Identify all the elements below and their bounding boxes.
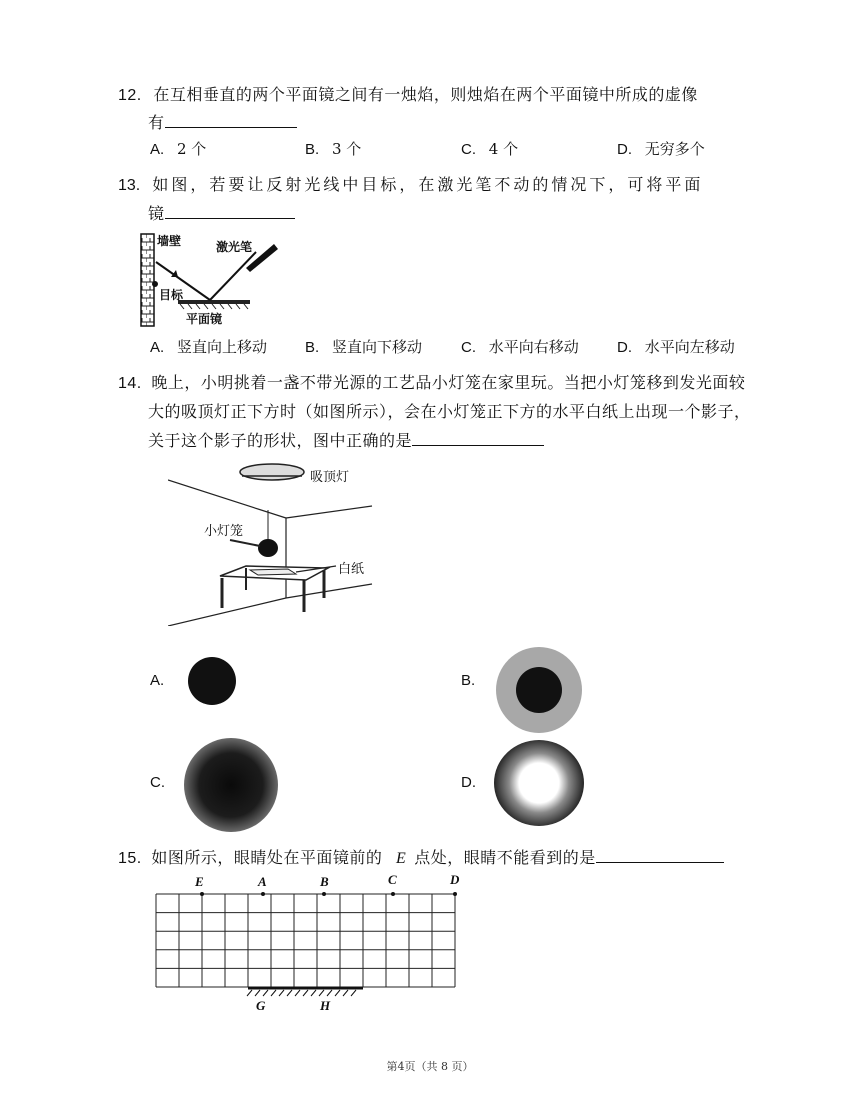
q15-text-b: 点处，眼睛不能看到的是 [414,848,596,867]
q13-answer-blank [165,201,295,219]
q12-line2 [148,110,297,133]
q13-line2 [148,201,295,224]
q13-option-a-label: A. [150,339,165,356]
q13-wall [141,234,154,326]
q14-number: 14. [118,375,142,392]
q13-label-target: 目标 [159,288,184,302]
q13-text-2: 镜 [148,204,165,223]
q14-option-b-image [496,647,582,733]
q14-text-2: 大的吸顶灯正下方时（如图所示），会在小灯笼正下方的水平白纸上出现一个影子， [148,402,751,421]
q13-label-wall: 墙壁 [157,234,182,248]
q15-label-c: C [388,872,397,887]
q14-figure [168,458,378,626]
q13-option-a [150,336,267,357]
q13-label-mirror: 平面镜 [186,312,223,326]
q13-option-c-text: 水平向右移动 [488,338,579,356]
q14-label-paper: 白纸 [338,562,365,577]
q14-label-lantern: 小灯笼 [204,524,244,539]
q15-label-h: H [320,998,331,1013]
q13-text-1: 如图，若要让反射光线中目标，在激光笔不动的情况下，可将平面 [152,175,704,194]
q12-option-c-label: C. [461,141,476,158]
q12-option-b-label: B. [305,141,320,158]
q12-answer-blank [165,110,297,128]
q13-figure [138,230,278,330]
q14-option-a-image [188,657,236,705]
q15-number: 15. [118,850,142,867]
page-footer: 第4页（共 8 页） [386,1060,474,1073]
q12-option-d-text: 无穷多个 [644,140,705,158]
q12-option-b [305,138,361,159]
q12-text-1: 在互相垂直的两个平面镜之间有一烛焰，则烛焰在两个平面镜中所成的虚像 [153,85,698,104]
q14-line1 [118,370,745,393]
q15-grid [156,894,455,987]
q15-label-g: G [256,998,266,1013]
q12-option-a-text: 2 个 [176,140,207,158]
q13-option-d-text: 水平向左移动 [644,338,735,356]
q12-option-b-text: 3 个 [331,140,362,158]
q15-mirror-hatch [247,990,356,996]
q13-option-b-text: 竖直向下移动 [331,338,422,356]
q14-line3 [148,428,544,451]
q12-line1 [118,82,698,105]
q13-target-dot [152,281,158,287]
q13-option-b [305,336,422,357]
q14-option-d-image [494,740,584,826]
q14-ceiling-light [240,464,304,480]
q14-option-b-label: B. [461,672,476,689]
q12-option-d-label: D. [617,141,632,158]
q14-option-d-label: D. [461,774,476,791]
q13-mirror-hatch [180,304,248,309]
q13-label-laser: 激光笔 [216,240,253,254]
q14-option-b-core [516,667,562,713]
q12-option-a-label: A. [150,141,165,158]
q15-answer-blank [596,845,724,863]
q14-white-paper [250,569,296,575]
q13-mirror-surface [178,300,250,304]
q13-option-b-label: B. [305,339,320,356]
q14-option-c-label: C. [150,774,165,791]
q15-label-e: E [195,874,204,889]
q14-text-3: 关于这个影子的形状，图中正确的是 [148,431,413,450]
q14-label-ceiling-light: 吸顶灯 [310,470,350,485]
q13-line1 [118,172,703,195]
q13-number: 13. [118,177,141,194]
q14-text-1: 晚上，小明挑着一盏不带光源的工艺品小灯笼在家里玩。当把小灯笼移到发光面较 [151,373,746,392]
q14-lantern [258,539,278,557]
q13-option-c-label: C. [461,339,476,356]
q13-option-d [617,336,735,357]
q15-label-d: D [450,872,460,887]
q13-option-a-text: 竖直向上移动 [176,338,267,356]
q12-option-d [617,138,705,159]
q14-answer-blank [412,428,544,446]
q15-grid-diagram [148,872,468,1014]
q13-option-c [461,336,579,357]
q12-option-c-text: 4 个 [488,140,519,158]
q13-option-d-label: D. [617,339,632,356]
q12-option-c [461,138,518,159]
q15-line1 [118,845,724,868]
q14-line2 [148,399,751,422]
q15-label-b: B [320,874,329,889]
q15-point-e: E [395,850,407,867]
q14-option-c-image [184,738,278,832]
q15-text-a: 如图所示，眼睛处在平面镜前的 [151,848,383,867]
q12-number: 12. [118,87,142,104]
q15-figure [148,872,468,1014]
q13-incident-ray [210,252,256,300]
q12-option-a [150,138,206,159]
q15-label-a: A [258,874,267,889]
q14-option-a-label: A. [150,672,165,689]
q12-text-2: 有 [148,113,165,132]
